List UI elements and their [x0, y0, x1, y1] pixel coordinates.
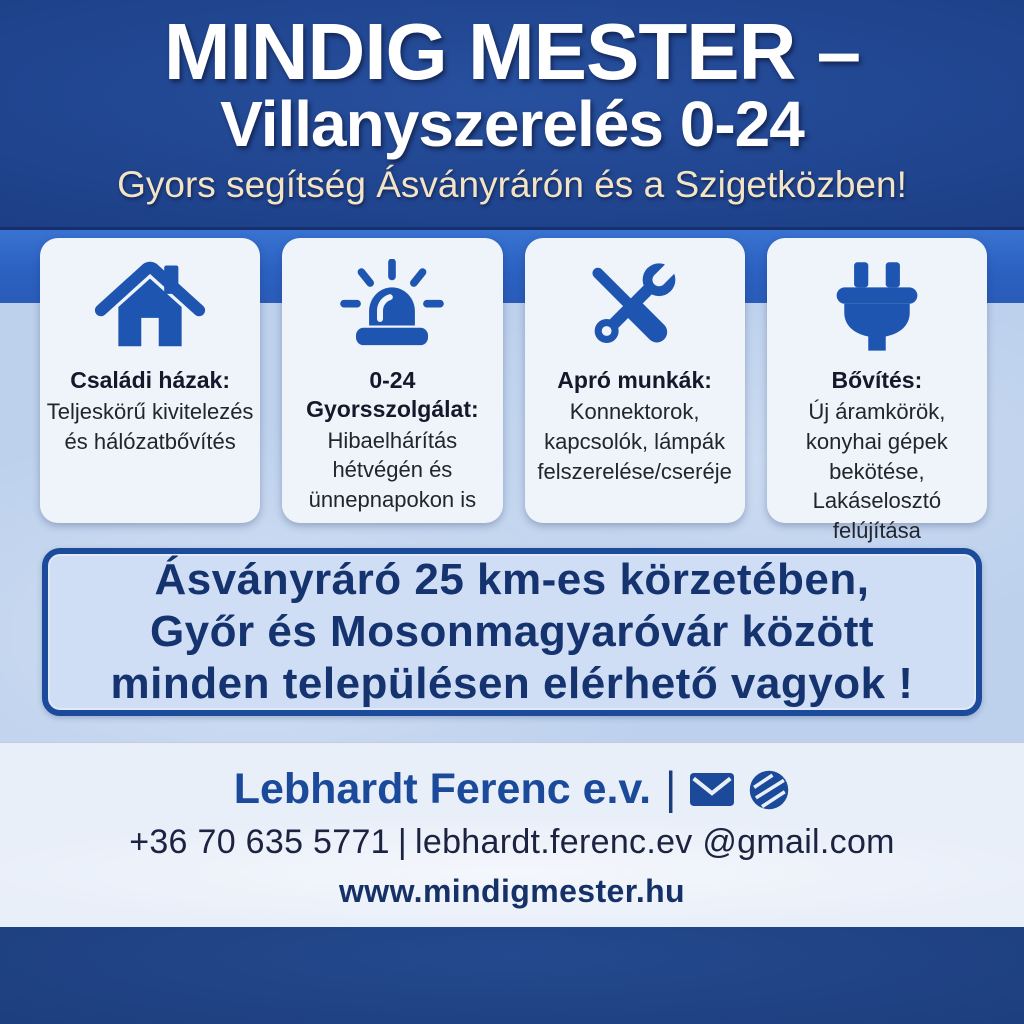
- service-title: Bővítés:: [831, 367, 923, 393]
- services-row: [40, 238, 987, 544]
- contact-section: [0, 742, 1024, 930]
- bottom-navy-band: [0, 927, 1024, 1024]
- service-card-small-jobs: [525, 238, 745, 523]
- service-card-family-houses: [40, 238, 260, 523]
- service-title: Apró munkák:: [557, 367, 712, 393]
- contact-name: Lebhardt Ferenc e.v.: [233, 765, 652, 813]
- website-url: www.mindigmester.hu: [338, 873, 686, 909]
- tools-icon: [530, 256, 740, 358]
- phone-number: +36 70 635 5771: [129, 823, 390, 861]
- globe-icon: [748, 769, 790, 811]
- mail-icon: [690, 773, 734, 806]
- siren-icon: [287, 256, 497, 358]
- service-title: Családi házak:: [70, 367, 231, 393]
- house-icon: [45, 256, 255, 358]
- service-description: Hibaelhárítás hétvégén és ünnepnapokon is: [308, 427, 477, 513]
- service-description: Teljeskörű kivitelezés és hálózatbővítés: [46, 398, 254, 454]
- service-card-expansion: [767, 238, 987, 544]
- contact-details-row: [0, 823, 1024, 862]
- coverage-line-3: minden településen elérhető vagyok !: [110, 658, 914, 708]
- email-address: lebhardt.ferenc.ev @gmail.com: [415, 823, 895, 861]
- coverage-line-1: Ásványráró 25 km-es körzetében,: [154, 555, 870, 605]
- service-title: 0-24 Gyorsszolgálat:: [306, 367, 479, 422]
- service-card-emergency: [282, 238, 502, 523]
- service-description: Új áramkörök, konyhai gépek bekötése, Lakáselosztó felújítása: [805, 398, 948, 544]
- contact-separator: |: [397, 823, 408, 861]
- tagline: Gyors segítség Ásványrárón és a Szigetközben!: [117, 164, 907, 205]
- coverage-line-2: Győr és Mosonmagyaróvár között: [149, 607, 875, 657]
- coverage-banner: [42, 548, 982, 716]
- header: [0, 0, 1024, 230]
- page-subtitle: Villanyszerelés 0-24: [220, 88, 804, 160]
- name-separator: |: [665, 763, 677, 815]
- page-title: MINDIG MESTER –: [163, 7, 861, 96]
- contact-name-row: [0, 765, 1024, 814]
- service-description: Konnektorok, kapcsolók, lámpák felszerelése/cseréje: [537, 398, 732, 484]
- plug-icon: [772, 256, 982, 358]
